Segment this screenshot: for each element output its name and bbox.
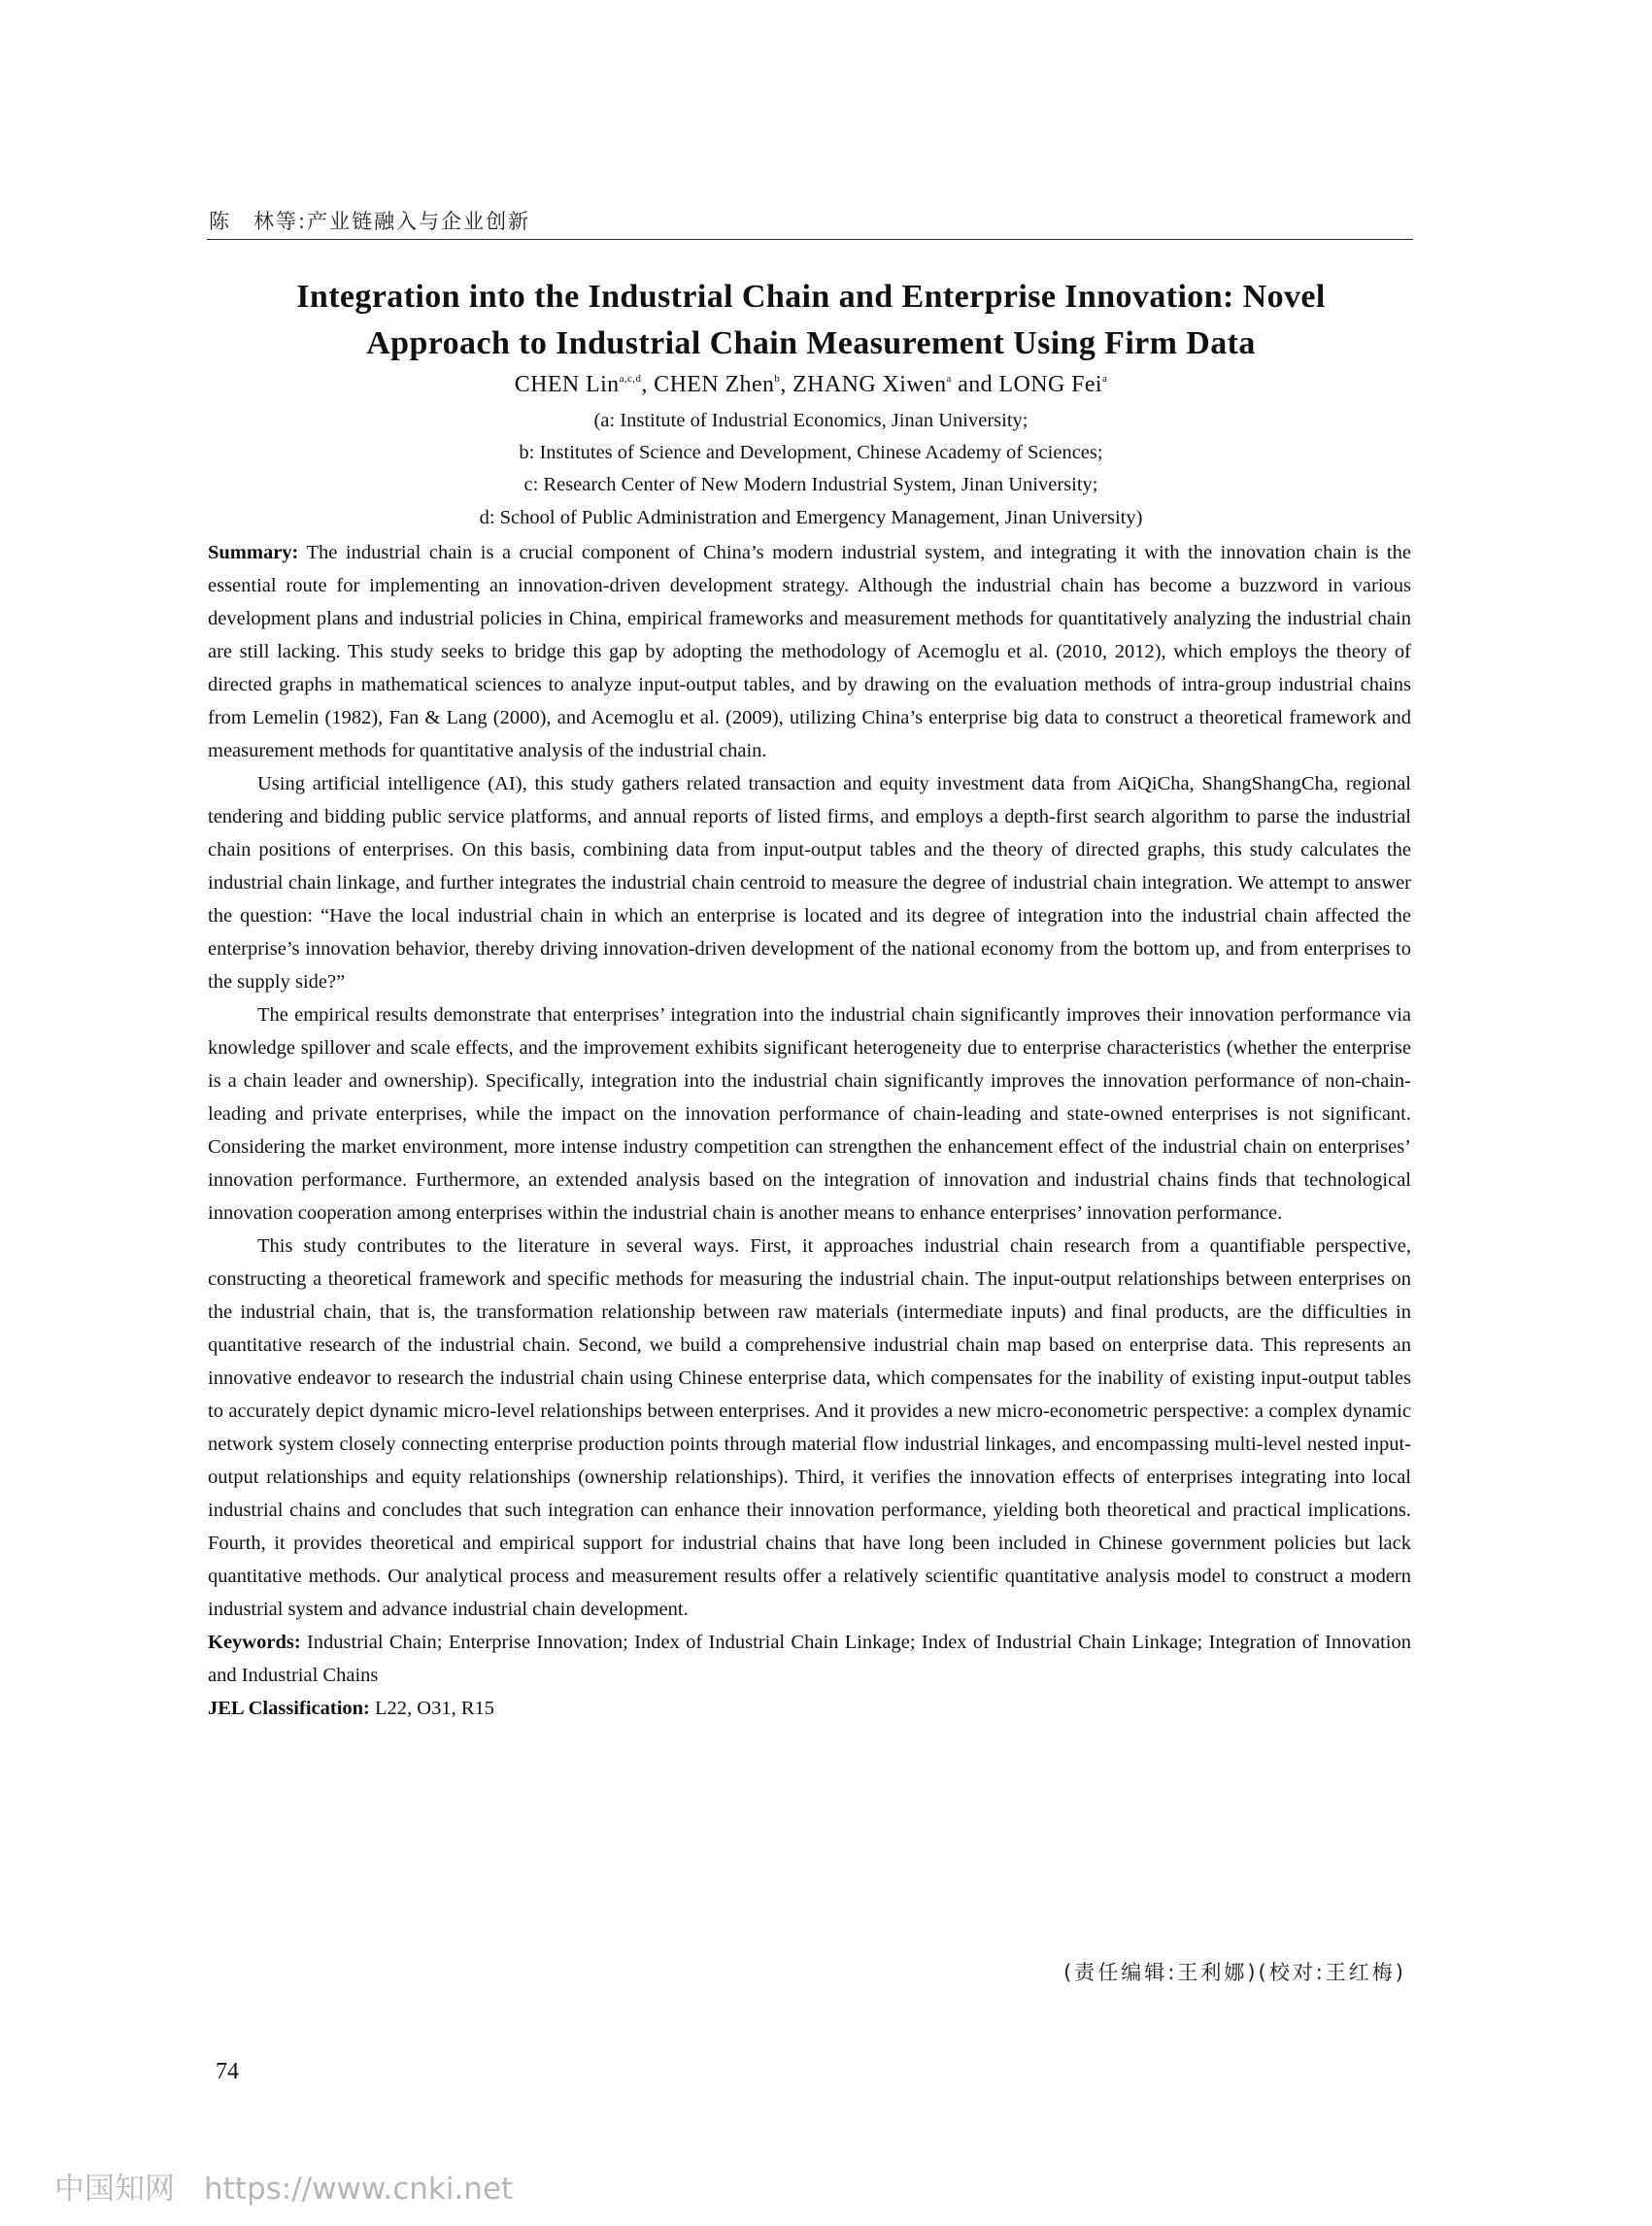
author-name: LONG Fei (998, 372, 1102, 397)
affiliation-line: d: School of Public Administration and Emergency Management, Jinan University) (479, 507, 1143, 528)
watermark-cn: 中国知网 (54, 2172, 175, 2207)
title-line-2: Approach to Industrial Chain Measurement Using Firm Data (366, 325, 1256, 361)
keywords-line (208, 1626, 1411, 1692)
affiliation-line: b: Institutes of Science and Development, Chinese Academy of Sciences; (519, 442, 1103, 463)
jel-label: JEL Classification: (208, 1698, 370, 1719)
page-number: 74 (216, 2059, 239, 2084)
cnki-watermark (54, 2164, 513, 2208)
author-affiliation-mark: a,c,d (619, 373, 642, 385)
author-name: CHEN Lin (514, 372, 620, 397)
author-separator: , (641, 372, 655, 397)
summary-text: The industrial chain is a crucial component of China’s modern industrial system, and integrating it with the innovation chain is the essential route for implementing an innovation-driven development strategy. Although the industrial chain has become a buzzword in various development plans and industrial policies in China, empirical frameworks and measurement methods for quantitatively analyzing the industrial chain are still lacking. This study seeks to bridge this gap by adopting the methodology of Acemoglu et al. (2010, 2012), which employs the theory of directed graphs in mathematical sciences to analyze input-output tables, and by drawing on the evaluation methods of intra-group industrial chains from Lemelin (1982), Fan & Lang (2000), and Acemoglu et al. (2009), utilizing China’s enterprise big data to construct a theoretical framework and measurement methods for quantitative analysis of the industrial chain. (208, 542, 1411, 761)
running-head: 陈 林等:产业链融入与企业创新 (209, 210, 531, 233)
keywords-text: Industrial Chain; Enterprise Innovation; Index of Industrial Chain Linkage; Index of Industrial Chain Linkage; Integration of Innovation and Industrial Chains (208, 1632, 1411, 1686)
watermark-url: https://www.cnki.net (204, 2172, 514, 2207)
editor-note: (责任编辑:王利娜)(校对:王红梅) (1063, 1961, 1406, 1984)
author-list (194, 369, 1428, 400)
summary-paragraph: This study contributes to the literature in several ways. First, it approaches industrial chain research from a quantifiable perspective, constructing a theoretical framework and specific methods for measuring the industrial chain. The input-output relationships between enterprises on the industrial chain, that is, the transformation relationship between raw materials (intermediate inputs) and final products, are the difficulties in quantitative research of the industrial chain. Second, we build a comprehensive industrial chain map based on enterprise data. This represents an innovative endeavor to research the industrial chain using Chinese enterprise data, which compensates for the inability of existing input-output tables to accurately depict dynamic micro-level relationships between enterprises. And it provides a new micro-econometric perspective: a complex dynamic network system closely connecting enterprise production points through material flow industrial linkages, and encompassing multi-level nested input-output relationships and equity relationships (ownership relationships). Third, it verifies the innovation effects of enterprises integrating into local industrial chains and concludes that such integration can enhance their innovation performance, yielding both theoretical and practical implications. Fourth, it provides theoretical and empirical support for industrial chains that have long been included in Chinese government policies but lack quantitative methods. Our analytical process and measurement results offer a relatively scientific quantitative analysis model to construct a modern industrial system and advance industrial chain development. (208, 1235, 1411, 1620)
keywords-label: Keywords: (208, 1632, 301, 1653)
affiliation-line: c: Research Center of New Modern Industrial System, Jinan University; (523, 474, 1098, 495)
jel-codes: L22, O31, R15 (375, 1698, 494, 1719)
summary-paragraph (208, 536, 1411, 767)
abstract-body (208, 536, 1411, 1725)
summary-paragraph: Using artificial intelligence (AI), this study gathers related transaction and equity investment data from AiQiCha, ShangShangCha, regional tendering and bidding public service platforms, and annual reports of listed firms, and employs a depth-first search algorithm to parse the industrial chain positions of enterprises. On this basis, combining data from input-output tables and the theory of directed graphs, this study calculates the industrial chain linkage, and further integrates the industrial chain centroid to measure the degree of industrial chain integration. We attempt to answer the question: “Have the local industrial chain in which an enterprise is located and its degree of integration into the industrial chain affected the enterprise’s innovation behavior, thereby driving innovation-driven development of the national economy from the bottom up, and from enterprises to the supply side?” (208, 773, 1411, 993)
author-separator: and (951, 372, 999, 397)
author-separator: , (780, 372, 793, 397)
author-affiliation-mark: b (774, 373, 781, 385)
paper-title (194, 274, 1428, 367)
author-affiliation-mark: a (1101, 373, 1108, 385)
affiliation-line: (a: Institute of Industrial Economics, Jinan University; (593, 410, 1028, 431)
jel-line (208, 1692, 1411, 1725)
author-name: ZHANG Xiwen (792, 372, 947, 397)
title-line-1: Integration into the Industrial Chain and Enterprise Innovation: Novel (296, 279, 1326, 315)
author-name: CHEN Zhen (654, 372, 775, 397)
summary-label: Summary: (208, 542, 299, 563)
author-affiliation-mark: a (946, 373, 952, 385)
summary-paragraph: The empirical results demonstrate that enterprises’ integration into the industrial chain significantly improves their innovation performance via knowledge spillover and scale effects, and the improvement exhibits significant heterogeneity due to enterprise characteristics (whether the enterprise is a chain leader and ownership). Specifically, integration into the industrial chain significantly improves the innovation performance of non-chain-leading and private enterprises, while the impact on the innovation performance of chain-leading and state-owned enterprises is not significant. Considering the market environment, more intense industry competition can strengthen the enhancement effect of the industrial chain on enterprises’ innovation performance. Furthermore, an extended analysis based on the integration of innovation and industrial chains finds that technological innovation cooperation among enterprises within the industrial chain is another means to enhance enterprises’ innovation performance. (208, 1004, 1411, 1224)
header-rule (207, 239, 1413, 240)
